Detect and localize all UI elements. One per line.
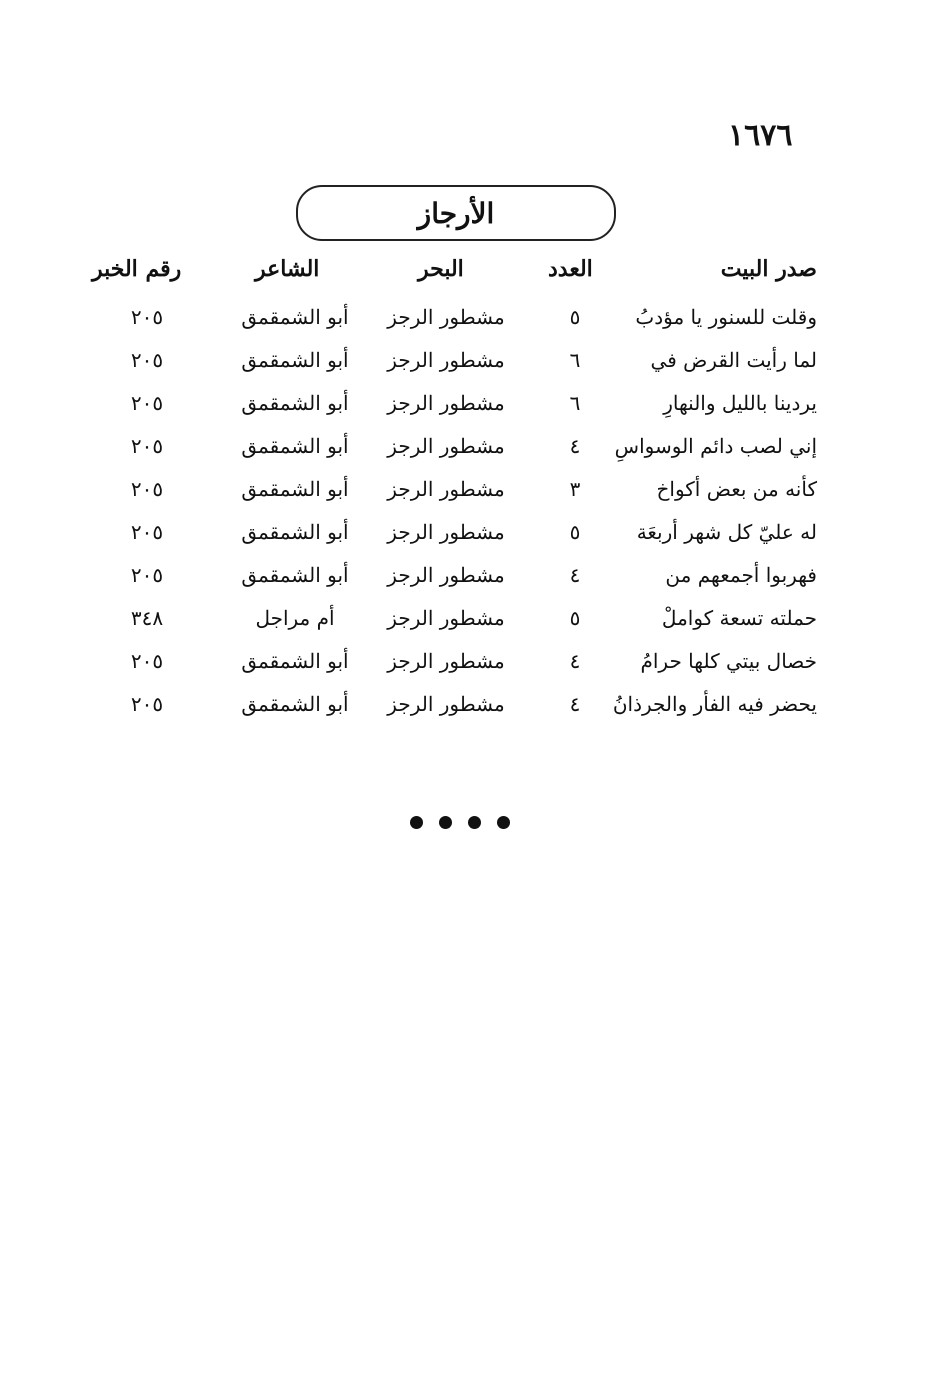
count-cell: ٥ (569, 520, 581, 544)
poet-cell: أبو الشمقمق (241, 305, 349, 329)
number-cell: ٢٠٥ (130, 477, 164, 501)
number-cell: ٢٠٥ (130, 434, 164, 458)
number-cell: ٢٠٥ (130, 692, 164, 716)
header-poet: الشاعر (255, 256, 320, 282)
ornament-dot (410, 816, 423, 829)
header-number: رقم الخبر (92, 256, 182, 282)
verse-cell: يردينا بالليل والنهارِ (663, 391, 817, 415)
count-cell: ٤ (569, 563, 581, 587)
header-verse: صدر البيت (720, 256, 817, 282)
number-cell: ٢٠٥ (130, 520, 164, 544)
count-cell: ٥ (569, 305, 581, 329)
poet-cell: أبو الشمقمق (241, 520, 349, 544)
count-cell: ٤ (569, 434, 581, 458)
count-cell: ٥ (569, 606, 581, 630)
table-row (0, 477, 947, 517)
number-cell: ٢٠٥ (130, 391, 164, 415)
meter-cell: مشطور الرجز (387, 649, 505, 673)
number-cell: ٣٤٨ (130, 606, 164, 630)
poet-cell: أبو الشمقمق (241, 348, 349, 372)
table-row (0, 649, 947, 689)
verse-cell: فهربوا أجمعهم من (665, 563, 817, 587)
number-cell: ٢٠٥ (130, 649, 164, 673)
poet-cell: أم مراجل (255, 606, 335, 630)
page-number: ١٦٧٦ (728, 118, 793, 153)
table-row (0, 563, 947, 603)
poet-cell: أبو الشمقمق (241, 563, 349, 587)
table-row (0, 348, 947, 388)
table-row (0, 606, 947, 646)
count-cell: ٤ (569, 692, 581, 716)
table-row (0, 520, 947, 560)
poet-cell: أبو الشمقمق (241, 649, 349, 673)
count-cell: ٣ (569, 477, 581, 501)
poet-cell: أبو الشمقمق (241, 692, 349, 716)
verse-cell: حملته تسعة كواملْ (661, 606, 817, 630)
meter-cell: مشطور الرجز (387, 434, 505, 458)
meter-cell: مشطور الرجز (387, 692, 505, 716)
section-title-box (296, 185, 616, 241)
table-row (0, 692, 947, 732)
meter-cell: مشطور الرجز (387, 520, 505, 544)
count-cell: ٦ (569, 391, 581, 415)
verse-cell: خصال بيتي كلها حرامُ (640, 649, 817, 673)
meter-cell: مشطور الرجز (387, 348, 505, 372)
header-count: العدد (548, 256, 593, 282)
verse-cell: كأنه من بعض أكواخ (656, 477, 817, 501)
verse-cell: له عليّ كل شهر أربعَة (636, 520, 817, 544)
meter-cell: مشطور الرجز (387, 305, 505, 329)
poet-cell: أبو الشمقمق (241, 434, 349, 458)
meter-cell: مشطور الرجز (387, 391, 505, 415)
ornament-dot (468, 816, 481, 829)
meter-cell: مشطور الرجز (387, 477, 505, 501)
number-cell: ٢٠٥ (130, 348, 164, 372)
meter-cell: مشطور الرجز (387, 606, 505, 630)
number-cell: ٢٠٥ (130, 563, 164, 587)
count-cell: ٤ (569, 649, 581, 673)
header-meter: البحر (418, 256, 464, 282)
table-row (0, 434, 947, 474)
table-row (0, 391, 947, 431)
section-title: الأرجاز (417, 196, 495, 230)
verse-cell: إني لصب دائم الوسواسِ (614, 434, 817, 458)
ornament-dot (497, 816, 510, 829)
table-row (0, 305, 947, 345)
poet-cell: أبو الشمقمق (241, 477, 349, 501)
ornament-dot (439, 816, 452, 829)
section-end-ornament (410, 816, 510, 832)
poet-cell: أبو الشمقمق (241, 391, 349, 415)
verse-cell: وقلت للسنور يا مؤدبُ (635, 305, 817, 329)
meter-cell: مشطور الرجز (387, 563, 505, 587)
number-cell: ٢٠٥ (130, 305, 164, 329)
verse-cell: لما رأيت القرض في (650, 348, 817, 372)
verse-cell: يحضر فيه الفأر والجرذانُ (612, 692, 817, 716)
count-cell: ٦ (569, 348, 581, 372)
